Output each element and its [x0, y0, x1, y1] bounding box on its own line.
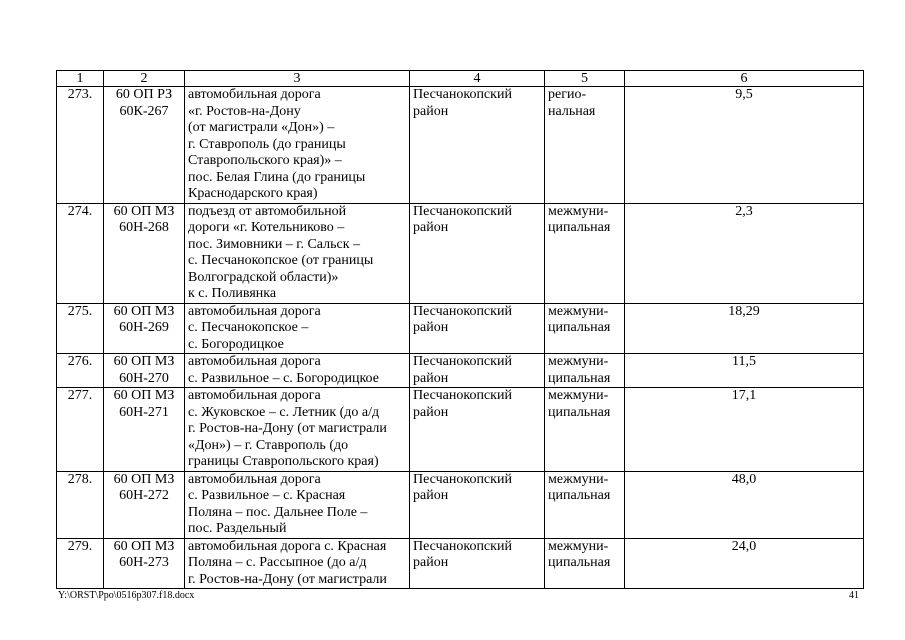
- table-row: [57, 303, 864, 354]
- row-number-cell: 276.: [57, 354, 104, 388]
- district-cell: Песчанокопский район: [410, 471, 545, 538]
- road-name-cell: автомобильная дорога с. Песчанокопское – с. Богородицкое: [185, 303, 410, 354]
- length-km-cell: 11,5: [625, 354, 864, 388]
- road-name-cell: автомобильная дорога «г. Ростов-на-Дону (от магистрали «Дон») – г. Ставрополь (до границы Ставропольского края)» – пос. Белая Глина (до границы Краснодарского края): [185, 87, 410, 204]
- significance-cell: межмуни- ципальная: [545, 388, 625, 472]
- header-cell: 5: [545, 71, 625, 87]
- length-km-cell: 48,0: [625, 471, 864, 538]
- road-name-cell: автомобильная дорога с. Красная Поляна – с. Рассыпное (до а/д г. Ростов-на-Дону (от магистрали: [185, 538, 410, 589]
- header-cell: 2: [104, 71, 185, 87]
- road-name-cell: автомобильная дорога с. Жуковское – с. Летник (до а/д г. Ростов-на-Дону (от магистрали «Дон») – г. Ставрополь (до границы Ставропольского края): [185, 388, 410, 472]
- table-row: [57, 203, 864, 303]
- length-km-cell: 24,0: [625, 538, 864, 589]
- header-cell: 3: [185, 71, 410, 87]
- significance-cell: регио- нальная: [545, 87, 625, 204]
- header-cell: 1: [57, 71, 104, 87]
- header-cell: 6: [625, 71, 864, 87]
- table-body: [57, 71, 864, 589]
- significance-cell: межмуни- ципальная: [545, 303, 625, 354]
- page-number: 41: [849, 590, 859, 601]
- district-cell: Песчанокопский район: [410, 87, 545, 204]
- road-name-cell: автомобильная дорога с. Развильное – с. Красная Поляна – пос. Дальнее Поле – пос. Раздельный: [185, 471, 410, 538]
- road-code-cell: 60 ОП МЗ 60Н-271: [104, 388, 185, 472]
- district-cell: Песчанокопский район: [410, 203, 545, 303]
- significance-cell: межмуни- ципальная: [545, 203, 625, 303]
- road-code-cell: 60 ОП МЗ 60Н-270: [104, 354, 185, 388]
- file-path: Y:\ORST\Ppo\0516p307.f18.docx: [58, 590, 195, 601]
- road-name-cell: автомобильная дорога с. Развильное – с. Богородицкое: [185, 354, 410, 388]
- road-code-cell: 60 ОП МЗ 60Н-269: [104, 303, 185, 354]
- roads-table: [56, 70, 864, 589]
- significance-cell: межмуни- ципальная: [545, 471, 625, 538]
- table-row: [57, 354, 864, 388]
- row-number-cell: 278.: [57, 471, 104, 538]
- table-row: [57, 388, 864, 472]
- length-km-cell: 9,5: [625, 87, 864, 204]
- row-number-cell: 273.: [57, 87, 104, 204]
- significance-cell: межмуни- ципальная: [545, 538, 625, 589]
- length-km-cell: 17,1: [625, 388, 864, 472]
- row-number-cell: 275.: [57, 303, 104, 354]
- header-cell: 4: [410, 71, 545, 87]
- row-number-cell: 274.: [57, 203, 104, 303]
- district-cell: Песчанокопский район: [410, 303, 545, 354]
- roads-table-container: [56, 70, 863, 589]
- length-km-cell: 18,29: [625, 303, 864, 354]
- road-code-cell: 60 ОП МЗ 60Н-272: [104, 471, 185, 538]
- road-code-cell: 60 ОП РЗ 60К-267: [104, 87, 185, 204]
- table-row: [57, 87, 864, 204]
- table-row: [57, 538, 864, 589]
- road-code-cell: 60 ОП МЗ 60Н-268: [104, 203, 185, 303]
- significance-cell: межмуни- ципальная: [545, 354, 625, 388]
- table-row: [57, 471, 864, 538]
- district-cell: Песчанокопский район: [410, 388, 545, 472]
- district-cell: Песчанокопский район: [410, 354, 545, 388]
- row-number-cell: 279.: [57, 538, 104, 589]
- row-number-cell: 277.: [57, 388, 104, 472]
- length-km-cell: 2,3: [625, 203, 864, 303]
- road-name-cell: подъезд от автомобильной дороги «г. Котельниково – пос. Зимовники – г. Сальск – с. Песчанокопское (от границы Волгоградской области)» к с. Поливянка: [185, 203, 410, 303]
- header-row: [57, 71, 864, 87]
- road-code-cell: 60 ОП МЗ 60Н-273: [104, 538, 185, 589]
- district-cell: Песчанокопский район: [410, 538, 545, 589]
